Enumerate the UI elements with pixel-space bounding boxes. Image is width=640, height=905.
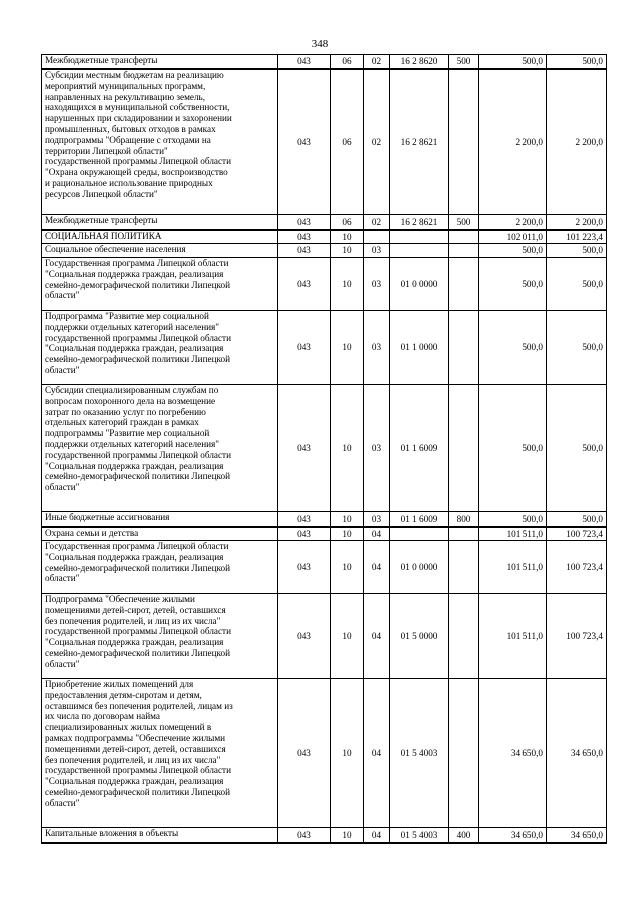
cell-sum1: 500,0 xyxy=(479,512,547,528)
cell-sub: 03 xyxy=(364,385,390,512)
cell-sub xyxy=(364,230,390,244)
cell-name: Подпрограмма "Развитие мер социальной поддержки отдельных категорий населения" государственной программы Липецкой области "Социальная поддержка граждан, реализация семейно-демографической политики Липецкой области" xyxy=(42,311,278,385)
cell-name: Государственная программа Липецкой области "Социальная поддержка граждан, реализация семейно-демографической политики Липецкой области" xyxy=(42,258,278,311)
cell-sec: 10 xyxy=(331,541,364,594)
cell-csr: 01 0 0000 xyxy=(390,541,449,594)
cell-sum2: 34 650,0 xyxy=(547,679,607,828)
cell-sum2: 500,0 xyxy=(547,55,607,70)
cell-csr: 01 1 6009 xyxy=(390,385,449,512)
cell-sub: 04 xyxy=(364,527,390,541)
cell-sum1: 2 200,0 xyxy=(479,69,547,215)
cell-vr xyxy=(449,230,479,244)
cell-sub: 04 xyxy=(364,594,390,679)
cell-sum1: 34 650,0 xyxy=(479,828,547,844)
cell-vr: 800 xyxy=(449,512,479,528)
cell-sec: 10 xyxy=(331,244,364,258)
cell-adm: 043 xyxy=(278,215,331,231)
cell-sum1: 500,0 xyxy=(479,258,547,311)
cell-sum1: 101 511,0 xyxy=(479,527,547,541)
cell-sum2: 500,0 xyxy=(547,244,607,258)
cell-adm: 043 xyxy=(278,258,331,311)
cell-sum2: 100 723,4 xyxy=(547,541,607,594)
cell-name: Приобретение жилых помещений для предоставления детям-сиротам и детям, оставшимся без попечения родителей, лицам из их числа по договорам найма специализированных жилых помещений в рамках подпрограммы "Обеспечение жилыми помещениями детей-сирот, детей, оставшихся без попечения родителей, и лиц из их числа" государственной программы Липецкой области "Социальная поддержка граждан, реализация семейно-демографической политики Липецкой области" xyxy=(42,679,278,828)
cell-adm: 043 xyxy=(278,541,331,594)
table-row xyxy=(42,512,607,528)
cell-name: Субсидии местным бюджетам на реализацию мероприятий муниципальных программ, направленных на рекультивацию земель, находящихся в муниципальной собственности, нарушенных при складировании и захоронении промышленных, бытовых отходов в рамках подпрограммы "Обращение с отходами на территории Липецкой области" государственной программы Липецкой области "Охрана окружающей среды, воспроизводство и рациональное использование природных ресурсов Липецкой области" xyxy=(42,69,278,215)
cell-name: Субсидии специализированным службам по вопросам похоронного дела на возмещение затрат по оказанию услуг по погребению отдельных категорий граждан в рамках подпрограммы "Развитие мер социальной поддержки отдельных категорий населения" государственной программы Липецкой области "Социальная поддержка граждан, реализация семейно-демографической политики Липецкой области" xyxy=(42,385,278,512)
cell-sub: 03 xyxy=(364,258,390,311)
table-row xyxy=(42,311,607,385)
cell-name: Охрана семьи и детства xyxy=(42,527,278,541)
cell-vr xyxy=(449,258,479,311)
cell-vr: 500 xyxy=(449,55,479,70)
cell-csr: 01 5 4003 xyxy=(390,828,449,844)
cell-vr xyxy=(449,679,479,828)
cell-csr: 01 1 6009 xyxy=(390,512,449,528)
cell-vr xyxy=(449,527,479,541)
table-row xyxy=(42,828,607,844)
cell-name: Социальное обеспечение населения xyxy=(42,244,278,258)
cell-sub: 03 xyxy=(364,512,390,528)
cell-sum2: 500,0 xyxy=(547,512,607,528)
cell-sum1: 2 200,0 xyxy=(479,215,547,231)
cell-sub: 03 xyxy=(364,244,390,258)
table-row xyxy=(42,385,607,512)
cell-sum1: 34 650,0 xyxy=(479,679,547,828)
cell-sum1: 500,0 xyxy=(479,55,547,70)
cell-vr: 400 xyxy=(449,828,479,844)
table-row xyxy=(42,230,607,244)
cell-sum2: 2 200,0 xyxy=(547,215,607,231)
cell-sec: 10 xyxy=(331,594,364,679)
cell-adm: 043 xyxy=(278,594,331,679)
cell-sub: 02 xyxy=(364,69,390,215)
cell-sec: 06 xyxy=(331,215,364,231)
cell-vr xyxy=(449,69,479,215)
cell-sum2: 101 223,4 xyxy=(547,230,607,244)
cell-name: СОЦИАЛЬНАЯ ПОЛИТИКА xyxy=(42,230,278,244)
cell-csr: 01 0 0000 xyxy=(390,258,449,311)
cell-adm: 043 xyxy=(278,385,331,512)
cell-csr xyxy=(390,527,449,541)
cell-name: Государственная программа Липецкой области "Социальная поддержка граждан, реализация семейно-демографической политики Липецкой области" xyxy=(42,541,278,594)
cell-vr xyxy=(449,594,479,679)
cell-sum2: 500,0 xyxy=(547,385,607,512)
budget-table xyxy=(41,54,607,844)
budget-table-body xyxy=(42,55,607,844)
cell-csr xyxy=(390,230,449,244)
cell-sum2: 500,0 xyxy=(547,311,607,385)
cell-csr: 16 2 8620 xyxy=(390,55,449,70)
cell-csr: 01 1 0000 xyxy=(390,311,449,385)
cell-csr xyxy=(390,244,449,258)
cell-adm: 043 xyxy=(278,244,331,258)
cell-sum1: 101 511,0 xyxy=(479,541,547,594)
cell-adm: 043 xyxy=(278,230,331,244)
cell-sub: 02 xyxy=(364,55,390,70)
cell-sec: 10 xyxy=(331,828,364,844)
cell-sum1: 500,0 xyxy=(479,311,547,385)
cell-sec: 10 xyxy=(331,258,364,311)
cell-adm: 043 xyxy=(278,512,331,528)
cell-sub: 04 xyxy=(364,828,390,844)
table-row xyxy=(42,527,607,541)
cell-vr xyxy=(449,541,479,594)
cell-name: Межбюджетные трансферты xyxy=(42,55,278,70)
cell-adm: 043 xyxy=(278,527,331,541)
cell-sec: 10 xyxy=(331,527,364,541)
cell-sum2: 500,0 xyxy=(547,258,607,311)
cell-sum1: 102 011,0 xyxy=(479,230,547,244)
cell-name: Межбюджетные трансферты xyxy=(42,215,278,231)
cell-sum1: 500,0 xyxy=(479,244,547,258)
table-row xyxy=(42,258,607,311)
cell-sec: 06 xyxy=(331,69,364,215)
cell-sum2: 100 723,4 xyxy=(547,527,607,541)
cell-sec: 10 xyxy=(331,311,364,385)
cell-csr: 16 2 8621 xyxy=(390,215,449,231)
table-row xyxy=(42,541,607,594)
cell-sum2: 34 650,0 xyxy=(547,828,607,844)
cell-adm: 043 xyxy=(278,69,331,215)
cell-sub: 02 xyxy=(364,215,390,231)
cell-adm: 043 xyxy=(278,679,331,828)
cell-name: Капитальные вложения в объекты xyxy=(42,828,278,844)
cell-sec: 10 xyxy=(331,230,364,244)
cell-sum1: 101 511,0 xyxy=(479,594,547,679)
table-row xyxy=(42,594,607,679)
cell-sec: 10 xyxy=(331,385,364,512)
cell-sec: 06 xyxy=(331,55,364,70)
cell-sec: 10 xyxy=(331,679,364,828)
cell-sum2: 2 200,0 xyxy=(547,69,607,215)
cell-sub: 04 xyxy=(364,679,390,828)
cell-csr: 01 5 0000 xyxy=(390,594,449,679)
table-row xyxy=(42,679,607,828)
cell-sec: 10 xyxy=(331,512,364,528)
cell-sub: 03 xyxy=(364,311,390,385)
cell-csr: 01 5 4003 xyxy=(390,679,449,828)
cell-adm: 043 xyxy=(278,311,331,385)
cell-vr xyxy=(449,311,479,385)
cell-sum2: 100 723,4 xyxy=(547,594,607,679)
cell-name: Подпрограмма "Обеспечение жилыми помещениями детей-сирот, детей, оставшихся без попечения родителей, и лиц из их числа" государственной программы Липецкой области "Социальная поддержка граждан, реализация семейно-демографической политики Липецкой области" xyxy=(42,594,278,679)
cell-vr: 500 xyxy=(449,215,479,231)
cell-vr xyxy=(449,385,479,512)
cell-adm: 043 xyxy=(278,828,331,844)
cell-sum1: 500,0 xyxy=(479,385,547,512)
cell-vr xyxy=(449,244,479,258)
table-row xyxy=(42,215,607,231)
cell-csr: 16 2 8621 xyxy=(390,69,449,215)
cell-name: Иные бюджетные ассигнования xyxy=(42,512,278,528)
table-row xyxy=(42,244,607,258)
cell-adm: 043 xyxy=(278,55,331,70)
table-row xyxy=(42,55,607,70)
table-row xyxy=(42,69,607,215)
cell-sub: 04 xyxy=(364,541,390,594)
page-number: 348 xyxy=(311,38,329,50)
